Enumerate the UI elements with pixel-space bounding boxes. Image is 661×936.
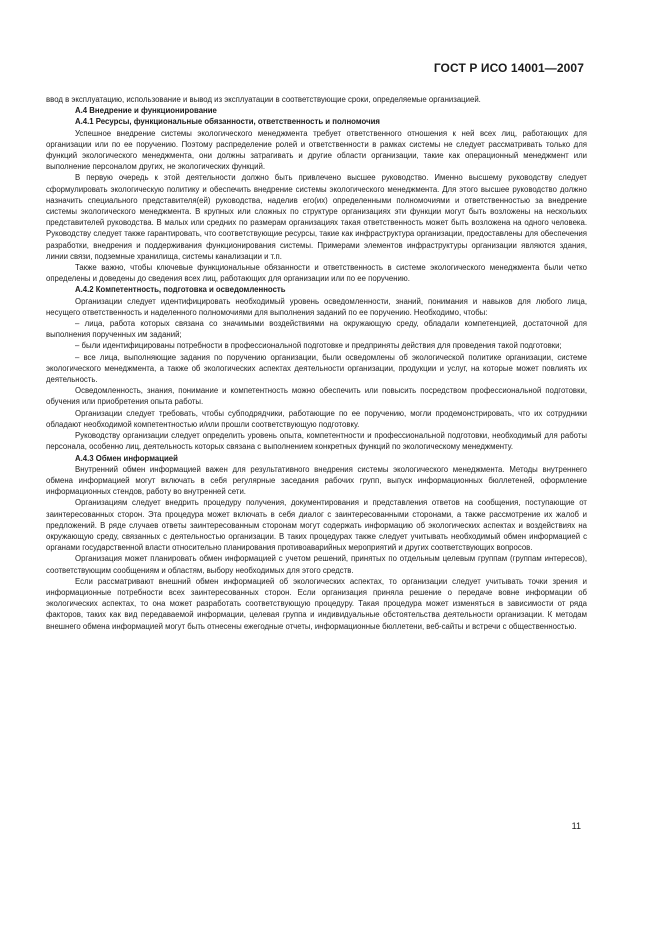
paragraph: Организация может планировать обмен информацией с учетом решений, принятых по отдельным целевым группам (группам интересов), соответствующим сообщениям и областям, выбору необходимых для этого средств. — [46, 554, 587, 575]
section-heading: А.4 Внедрение и функционирование — [75, 106, 217, 116]
paragraph: В первую очередь к этой деятельности должно быть привлечено высшее руководство. Именно высшему руководству следует сформулировать экологическую политику и обеспечить внедрение системы экологического менеджмента. Для этого высшее руководство должно назначить специального представителя(ей) руководства, наделив его(их) определенными полномочиями и ответственностью за внедрение системы экологического менеджмента. В крупных или сложных по структуре организациях эти функции могут быть возложены на нескольких представителей руководства. В малых или средних по размерам организациях такая ответственность может быть возложена на одного человека. Руководству следует также гарантировать, что соответствующие ресурсы, такие как инфраструктура организации, предоставлены для обеспечения разработки, внедрения и поддерживания функционирования системы. Примерами элементов инфраструктуры организации являются здания, линии связи, подземные хранилища, системы канализации и т.п. — [46, 173, 587, 261]
paragraph: Успешное внедрение системы экологического менеджмента требует ответственного отношения к ней всех лиц, работающих для организации или по ее поручению. Поэтому распределение ролей и ответственности в рамках системы не следует рассматривать только для функций экологического менеджмента, они должны затрагивать и другие области организации, такие как операционный менеджмент или выполнение персоналом других, не экологических функций. — [46, 128, 587, 172]
subsection-heading: А.4.1 Ресурсы, функциональные обязанности, ответственность и полномочия — [75, 117, 380, 127]
standard-code: ГОСТ Р ИСО 14001—2007 — [433, 61, 584, 75]
paragraph: ввод в эксплуатацию, использование и вывод из эксплуатации в соответствующие сроки, определяемые организацией. — [46, 95, 481, 104]
paragraph: Если рассматривают внешний обмен информацией об экологических аспектах, то организации следует учитывать точки зрения и информационные потребности всех заинтересованных сторон. Если организация приняла решение о передаче вовне информации об экологических аспектах, то она может разработать соответствующую процедуру. Такая процедура может изменяться в зависимости от ряда факторов, таких как вид передаваемой информации, целевая группа и индивидуальные обстоятельства деятельности организации. К методам внешнего обмена информацией могут быть отнесены ежегодные отчеты, информационные бюллетени, веб-сайты и встречи с общественностью. — [46, 576, 587, 631]
paragraph: Осведомленность, знания, понимание и компетентность можно обеспечить или повысить посредством профессиональной подготовки, обучения или приобретения опыта работы. — [46, 386, 587, 407]
page-number: 11 — [571, 821, 581, 831]
subsection-heading: А.4.3 Обмен информацией — [75, 453, 178, 463]
paragraph: Также важно, чтобы ключевые функциональные обязанности и ответственность в системе экологического менеджмента были четко определены и доведены до сведения всех лиц, работающих для организации или по ее поручению. — [46, 263, 587, 284]
list-item: – лица, работа которых связана со значимыми воздействиями на окружающую среду, обладали компетенцией, достаточной для выполнения порученных им заданий; — [46, 319, 587, 340]
subsection-heading: А.4.2 Компетентность, подготовка и осведомленность — [75, 285, 286, 295]
paragraph: Руководству организации следует определить уровень опыта, компетентности и профессиональной подготовки, необходимый для работы персонала, особенно лиц, деятельность которых связана с выполнением конкретных функций по экологическому менеджменту. — [46, 431, 587, 452]
paragraph: Организации следует идентифицировать необходимый уровень осведомленности, знаний, понимания и навыков для любого лица, несущего ответственность и наделенного полномочиями для выполнения заданий по ее поручению. Необходимо, чтобы: — [46, 296, 587, 317]
page-body — [46, 94, 587, 632]
list-item: – все лица, выполняющие задания по поручению организации, были осведомлены об экологической политике организации, системе экологического менеджмента, а также об экологических аспектах деятельности организации, продукции и услуг, на которые может повлиять их деятельность. — [46, 352, 587, 385]
paragraph: Организациям следует внедрить процедуру получения, документирования и представления ответов на сообщения, поступающие от заинтересованных сторон. Эта процедура может включать в себя диалог с заинтересованными сторонами, а также рассмотрение их жалоб и предложений. В ряде случаев ответы заинтересованным сторонам могут содержать информацию об экологических аспектах и воздействиях на окружающую среду, связанных с деятельностью организации. В таких процедурах также следует учитывать необходимый обмен информацией с органами государственной власти относительно планирования противоаварийных мероприятий и других соответствующих вопросов. — [46, 498, 587, 553]
paragraph: Организации следует требовать, чтобы субподрядчики, работающие по ее поручению, могли продемонстрировать, что их сотрудники обладают необходимой компетентностью и/или прошли соответствующую подготовку. — [46, 408, 587, 429]
paragraph: Внутренний обмен информацией важен для результативного внедрения системы экологического менеджмента. Методы внутреннего обмена информацией могут включать в себя регулярные заседания рабочих групп, выпуск информационных бюллетеней, оформление информационных стендов, работу во внутренней сети. — [46, 464, 587, 497]
list-item: – были идентифицированы потребности в профессиональной подготовке и предприняты действия для проведения такой подготовки; — [75, 341, 562, 351]
